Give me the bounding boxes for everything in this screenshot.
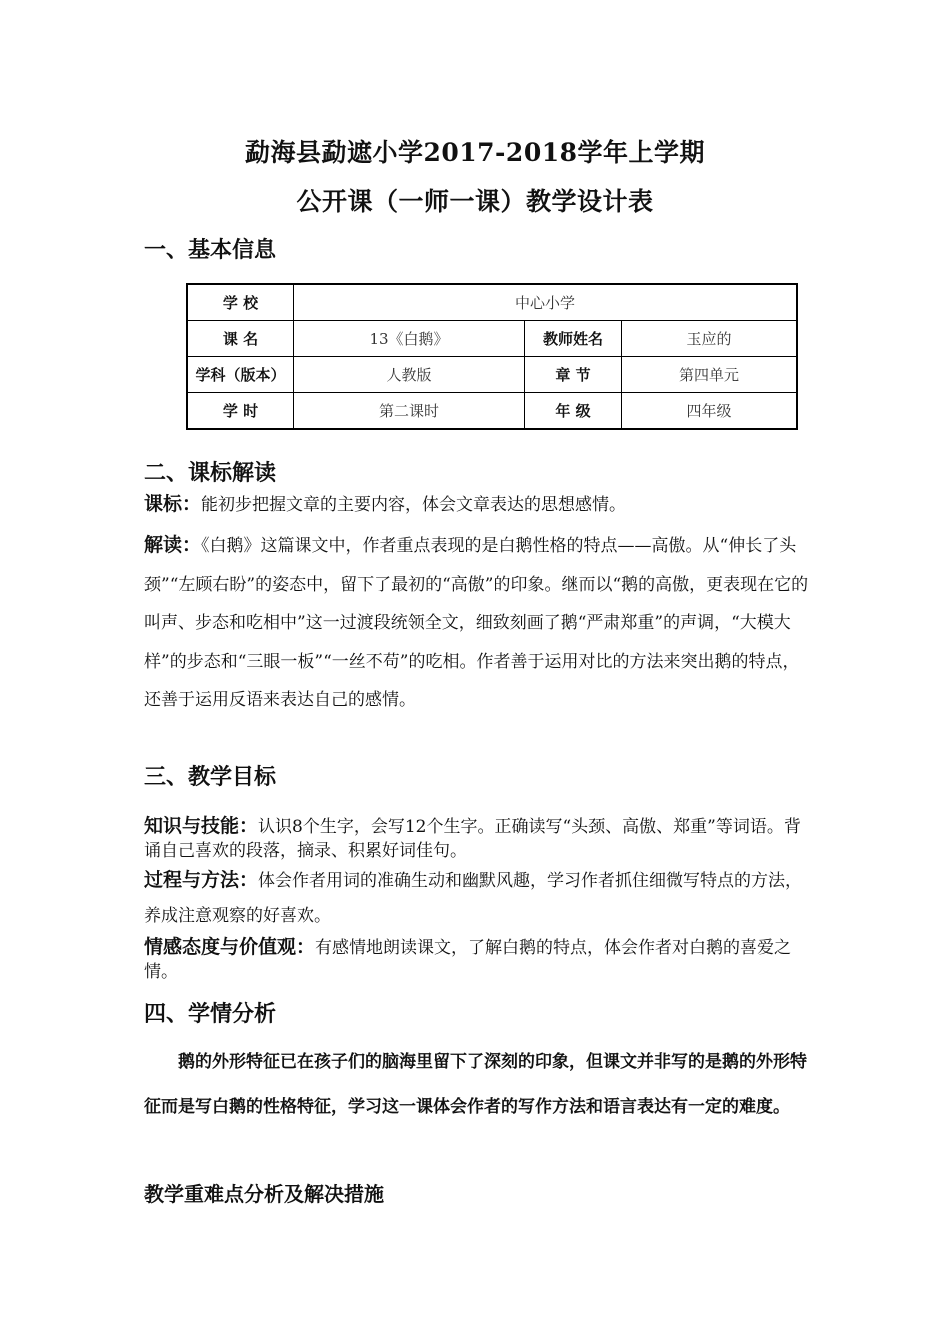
- table-key-teacher: 教师姓名: [525, 321, 622, 357]
- objective-knowledge-label: 知识与技能：: [144, 815, 259, 837]
- document-subtitle: 公开课（一师一课）教学设计表: [296, 187, 654, 216]
- objective-emotion-text: 有感情地朗读课文，了解白鹅的特点，体会作者对白鹅的喜爱之情。: [144, 938, 792, 982]
- section-heading-curriculum: 二、课标解读: [144, 460, 277, 486]
- objective-process-text: 体会作者用词的准确生动和幽默风趣，学习作者抓住细微写特点的方法，养成注意观察的好喜欢。: [144, 871, 803, 926]
- table-value-subject: 人教版: [294, 357, 525, 393]
- interpretation-paragraph: [144, 526, 809, 720]
- section-heading-objectives: 三、教学目标: [144, 764, 277, 790]
- curriculum-standard-text: 能初步把握文章的主要内容，体会文章表达的思想感情。: [201, 495, 627, 515]
- document-title: 勐海县勐遮小学2017-2018学年上学期: [244, 138, 706, 167]
- curriculum-standard-label: 课标：: [144, 493, 202, 515]
- table-row: [187, 321, 797, 357]
- objective-emotion-paragraph: [144, 935, 809, 984]
- table-value-teacher: 玉应的: [622, 321, 798, 357]
- table-row: [187, 393, 797, 430]
- basic-info-table: [186, 283, 798, 430]
- table-key-lesson: 课 名: [187, 321, 294, 357]
- curriculum-standard-paragraph: [144, 491, 809, 518]
- objective-knowledge-text: 认识8个生字，会写12个生字。正确读写“头颈、高傲、郑重”等词语。背诵自己喜欢的段落，摘录、积累好词佳句。: [144, 817, 801, 861]
- objective-process-paragraph: [144, 863, 809, 934]
- table-key-period: 学 时: [187, 393, 294, 430]
- section-heading-learner-analysis: 四、学情分析: [144, 1001, 277, 1027]
- table-value-school: 中心小学: [294, 284, 798, 321]
- table-key-grade: 年 级: [525, 393, 622, 430]
- table-value-grade: 四年级: [622, 393, 798, 430]
- section-heading-key-difficulties: 教学重难点分析及解决措施: [144, 1182, 384, 1206]
- interpretation-label: 解读：: [144, 534, 202, 556]
- table-row: [187, 357, 797, 393]
- table-row: [187, 284, 797, 321]
- objective-knowledge-paragraph: [144, 814, 809, 863]
- table-value-lesson: 13《白鹅》: [294, 321, 525, 357]
- table-key-chapter: 章 节: [525, 357, 622, 393]
- table-value-chapter: 第四单元: [622, 357, 798, 393]
- table-value-period: 第二课时: [294, 393, 525, 430]
- objective-process-label: 过程与方法：: [144, 869, 259, 891]
- table-key-subject: 学科（版本）: [187, 357, 294, 393]
- section-heading-basic-info: 一、基本信息: [144, 237, 277, 263]
- interpretation-text: 《白鹅》这篇课文中，作者重点表现的是白鹅性格的特点——高傲。从“伸长了头颈”“左顾右盼”的姿态中，留下了最初的“高傲”的印象。继而以“鹅的高傲，更表现在它的叫声、步态和吃相中”这一过渡段统领全文，细致刻画了鹅“严肃郑重”的声调，“大模大样”的步态和“三眼一板”“一丝不苟”的吃相。作者善于运用对比的方法来突出鹅的特点，还善于运用反语来表达自己的感情。: [144, 536, 809, 710]
- table-key-school: 学 校: [187, 284, 294, 321]
- objective-emotion-label: 情感态度与价值观：: [144, 936, 316, 958]
- learner-analysis-text: 鹅的外形特征已在孩子们的脑海里留下了深刻的印象，但课文并非写的是鹅的外形特征而是写白鹅的性格特征，学习这一课体会作者的写作方法和语言表达有一定的难度。: [144, 1052, 807, 1117]
